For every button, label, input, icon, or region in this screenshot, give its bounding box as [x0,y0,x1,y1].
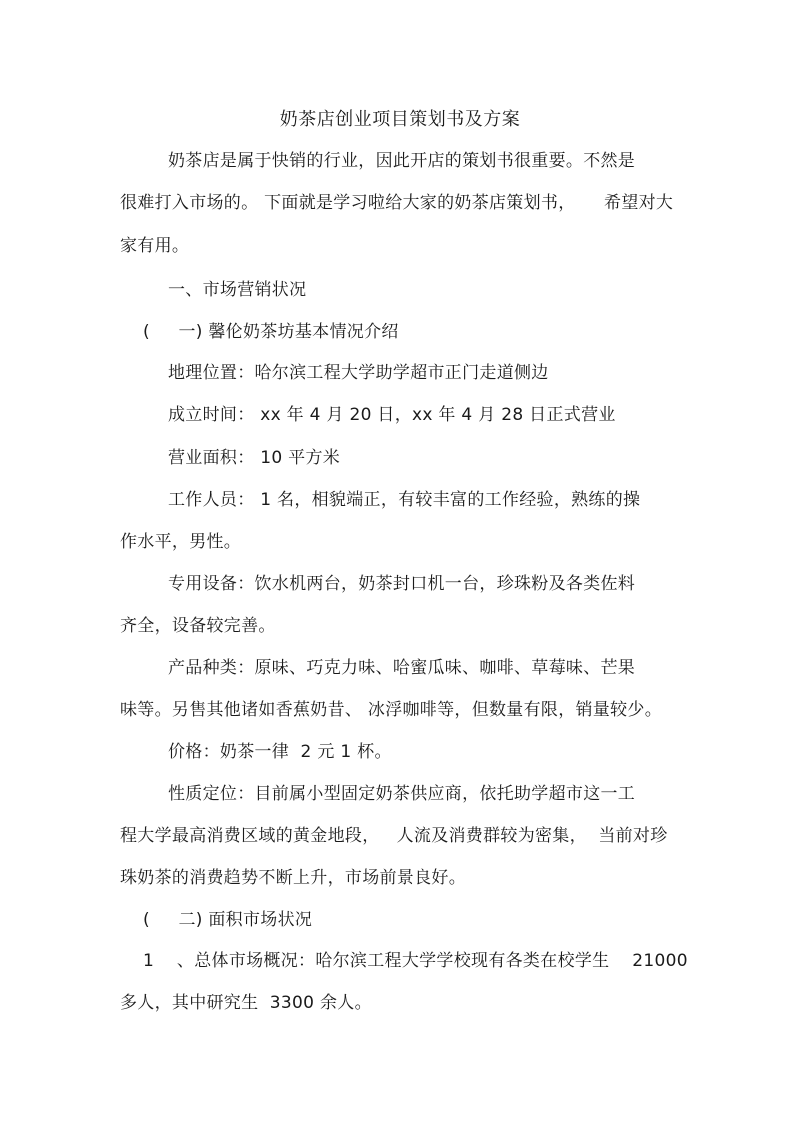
paragraph-line: 1 、总体市场概况：哈尔滨工程大学学校现有各类在校学生 21000 [143,951,688,971]
paragraph-line: 作水平，男性。 [120,532,242,552]
paragraph-line: 产品种类：原味、巧克力味、哈蜜瓜味、咖啡、草莓味、芒果 [168,658,636,678]
paragraph-line: 专用设备：饮水机两台，奶茶封口机一台，珍珠粉及各类佐料 [168,574,636,594]
document-title: 奶茶店创业项目策划书及方案 [279,109,521,130]
paragraph-line: 营业面积： 10 平方米 [168,448,341,468]
paragraph-line: 齐全，设备较完善。 [120,616,276,636]
paragraph-line: 很难打入市场的。 下面就是学习啦给大家的奶茶店策划书， 希望对大 [120,193,674,213]
paragraph-line: 地理位置：哈尔滨工程大学助学超市正门走道侧边 [168,363,549,383]
paragraph-line: 价格：奶茶一律 2 元 1 杯。 [168,742,392,762]
paragraph-line: 家有用。 [120,236,190,256]
paragraph-line: 成立时间： xx 年 4 月 20 日，xx 年 4 月 28 日正式营业 [168,405,616,425]
paragraph-line: 珠奶茶的消费趋势不断上升，市场前景良好。 [120,868,466,888]
paragraph-line: ( 一) 馨伦奶茶坊基本情况介绍 [143,322,399,342]
paragraph-line: 程大学最高消费区域的黄金地段， 人流及消费群较为密集， 当前对珍 [120,826,668,846]
paragraph-line: 性质定位：目前属小型固定奶茶供应商，依托助学超市这一工 [168,784,636,804]
paragraph-line: 味等。另售其他诸如香蕉奶昔、 冰浮咖啡等，但数量有限，销量较少。 [120,700,663,720]
paragraph-line: 一、市场营销状况 [168,280,307,300]
paragraph-line: 奶茶店是属于快销的行业，因此开店的策划书很重要。不然是 [168,151,636,171]
paragraph-line: 工作人员： 1 名，相貌端正，有较丰富的工作经验，熟练的操 [168,490,641,510]
paragraph-line: 多人，其中研究生 3300 余人。 [120,993,372,1013]
paragraph-line: ( 二) 面积市场状况 [143,910,313,930]
